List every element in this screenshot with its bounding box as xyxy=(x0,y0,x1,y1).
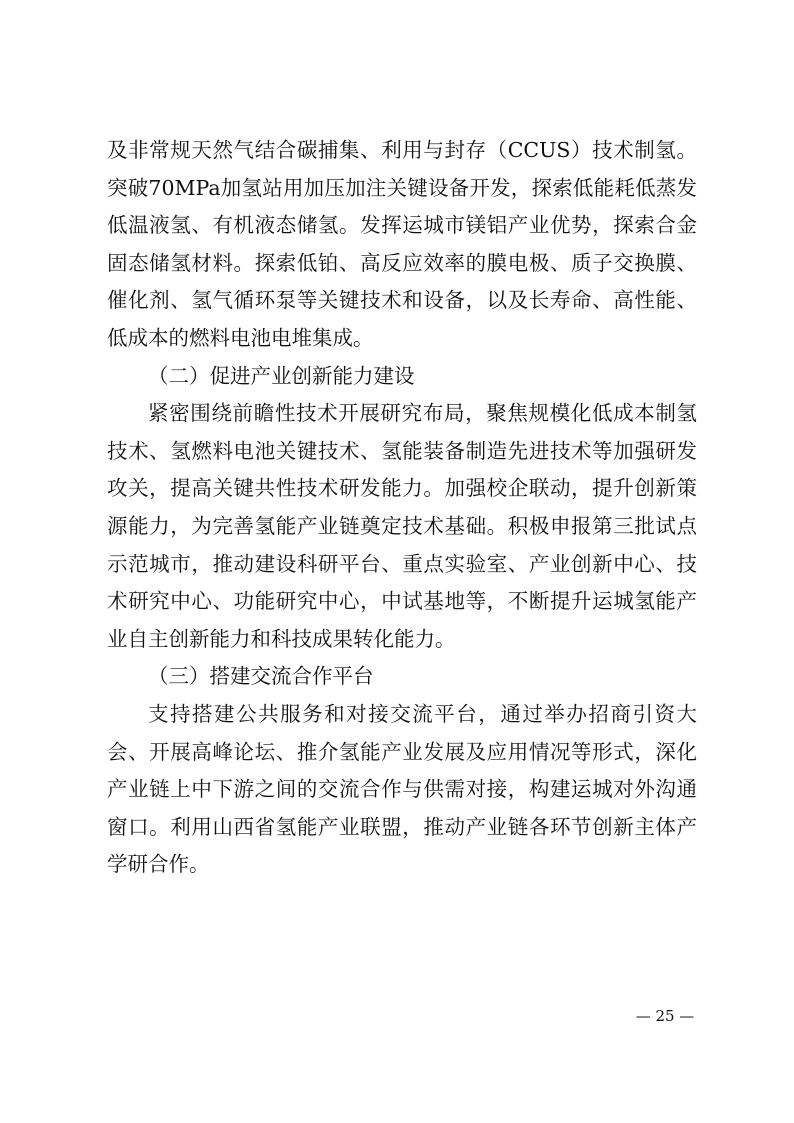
document-body xyxy=(107,132,697,884)
paragraph-cooperation: 支持搭建公共服务和对接交流平台，通过举办招商引资大会、开展高峰论坛、推介氢能产业发展及应用情况等形式，深化产业链上中下游之间的交流合作与供需对接，构建运城对外沟通窗口。利用山西省氢能产业联盟，推动产业链各环节创新主体产学研合作。 xyxy=(107,701,697,877)
section-heading-innovation: （二）促进产业创新能力建设 xyxy=(148,363,415,388)
paragraph-hydrogen-tech: 及非常规天然气结合碳捕集、利用与封存（CCUS）技术制氢。突破70MPa加氢站用加压加注关键设备开发，探索低能耗低蒸发低温液氢、有机液态储氢。发挥运城市镁铝产业优势，探索合金固态储氢材料。探索低铂、高反应效率的膜电极、质子交换膜、催化剂、氢气循环泵等关键技术和设备，以及长寿命、高性能、低成本的燃料电池电堆集成。 xyxy=(107,138,697,350)
section-heading-cooperation: （三）搭建交流合作平台 xyxy=(148,664,374,689)
page-number: — 25 — xyxy=(635,1007,695,1025)
paragraph-innovation: 紧密围绕前瞻性技术开展研究布局，聚焦规模化低成本制氢技术、氢燃料电池关键技术、氢能装备制造先进技术等加强研发攻关，提高关键共性技术研发能力。加强校企联动，提升创新策源能力，为完善氢能产业链奠定技术基础。积极申报第三批试点示范城市，推动建设科研平台、重点实验室、产业创新中心、技术研究中心、功能研究中心，中试基地等，不断提升运城氢能产业自主创新能力和科技成果转化能力。 xyxy=(107,401,697,651)
